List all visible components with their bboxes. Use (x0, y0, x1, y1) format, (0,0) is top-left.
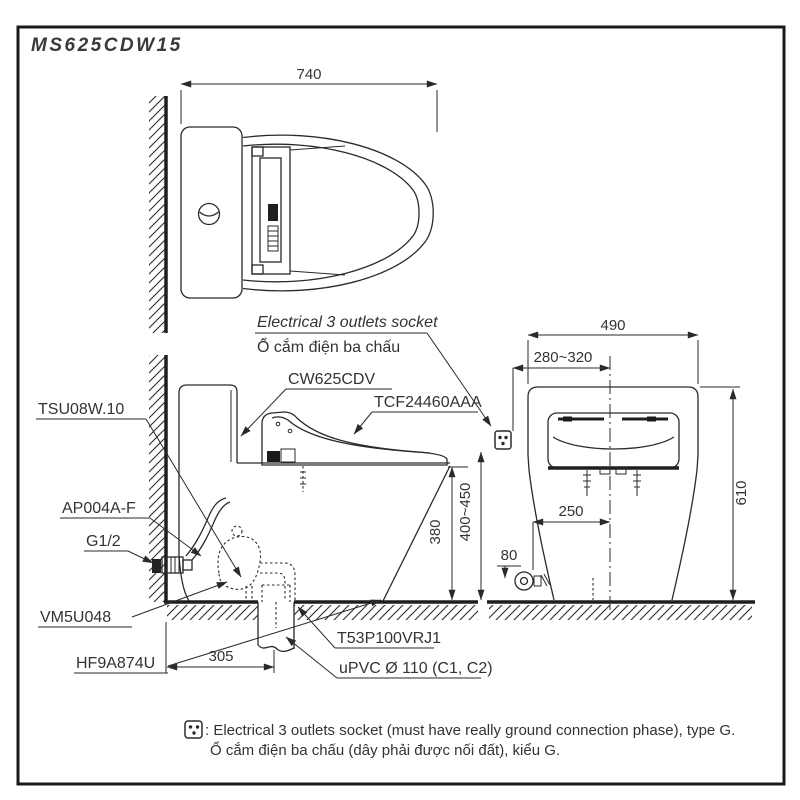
dim-305-label: 305 (208, 648, 234, 665)
label-supply (36, 401, 241, 577)
label-tank-text: CW625CDV (288, 371, 376, 388)
label-seat-text: TCF24460AAA (374, 394, 482, 411)
seat-front (548, 413, 679, 474)
dim-380-label: 380 (427, 519, 444, 545)
label-thread (84, 533, 153, 563)
wall-hatch (149, 96, 166, 333)
dim-400-450 (457, 452, 481, 600)
dim-80 (497, 547, 521, 578)
footnote-line2: Ổ cắm điện ba chấu (dây phải được nối đất), kiểu G. (210, 742, 561, 759)
top-view (149, 66, 437, 333)
body-front (528, 387, 698, 600)
label-thread-text: G1/2 (86, 533, 121, 550)
drain-pipe (258, 585, 294, 651)
footnote (185, 721, 735, 759)
supply-valve-front (515, 572, 550, 590)
tank-profile (179, 385, 237, 555)
footnote-line1: : Electrical 3 outlets socket (must have really ground connection phase), type G. (205, 722, 736, 739)
dim-610 (700, 387, 750, 600)
electrical-socket-icon (495, 431, 511, 449)
dim-280-320-label: 280~320 (533, 349, 593, 366)
label-joint (38, 582, 227, 627)
dim-490-label: 490 (600, 317, 626, 334)
label-valve-text: AP004A-F (62, 500, 136, 517)
trap-hidden (218, 526, 295, 600)
label-joint-text: VM5U048 (40, 609, 112, 626)
label-supply-text: TSU08W.10 (38, 401, 125, 418)
pedestal-front (179, 555, 189, 601)
label-seat (354, 394, 482, 434)
dim-740-label: 740 (296, 66, 322, 83)
flush-button-detail (200, 212, 219, 216)
label-flange-text: HF9A874U (76, 655, 156, 672)
dim-610-label: 610 (733, 480, 750, 506)
socket-callout-vi: Ổ cắm điện ba chấu (257, 339, 401, 356)
dim-80-label: 80 (500, 547, 518, 564)
washlet-side (262, 412, 447, 492)
label-outlet-text: T53P100VRJ1 (337, 630, 442, 647)
tank-plan (181, 127, 242, 298)
model-title: MS625CDW15 (31, 35, 183, 56)
seat-bolts (583, 470, 641, 496)
electrical-socket-icon-note (185, 721, 202, 738)
front-view (487, 317, 755, 620)
dim-740 (181, 66, 437, 132)
dim-250-label: 250 (558, 503, 584, 520)
label-pipe-text: uPVC Ø 110 (C1, C2) (339, 660, 493, 677)
socket-callout-en: Electrical 3 outlets socket (257, 314, 438, 331)
washlet-plan (252, 146, 345, 275)
label-valve (60, 500, 201, 556)
label-tank (241, 371, 392, 436)
dim-400-450-label: 400~450 (457, 482, 474, 542)
